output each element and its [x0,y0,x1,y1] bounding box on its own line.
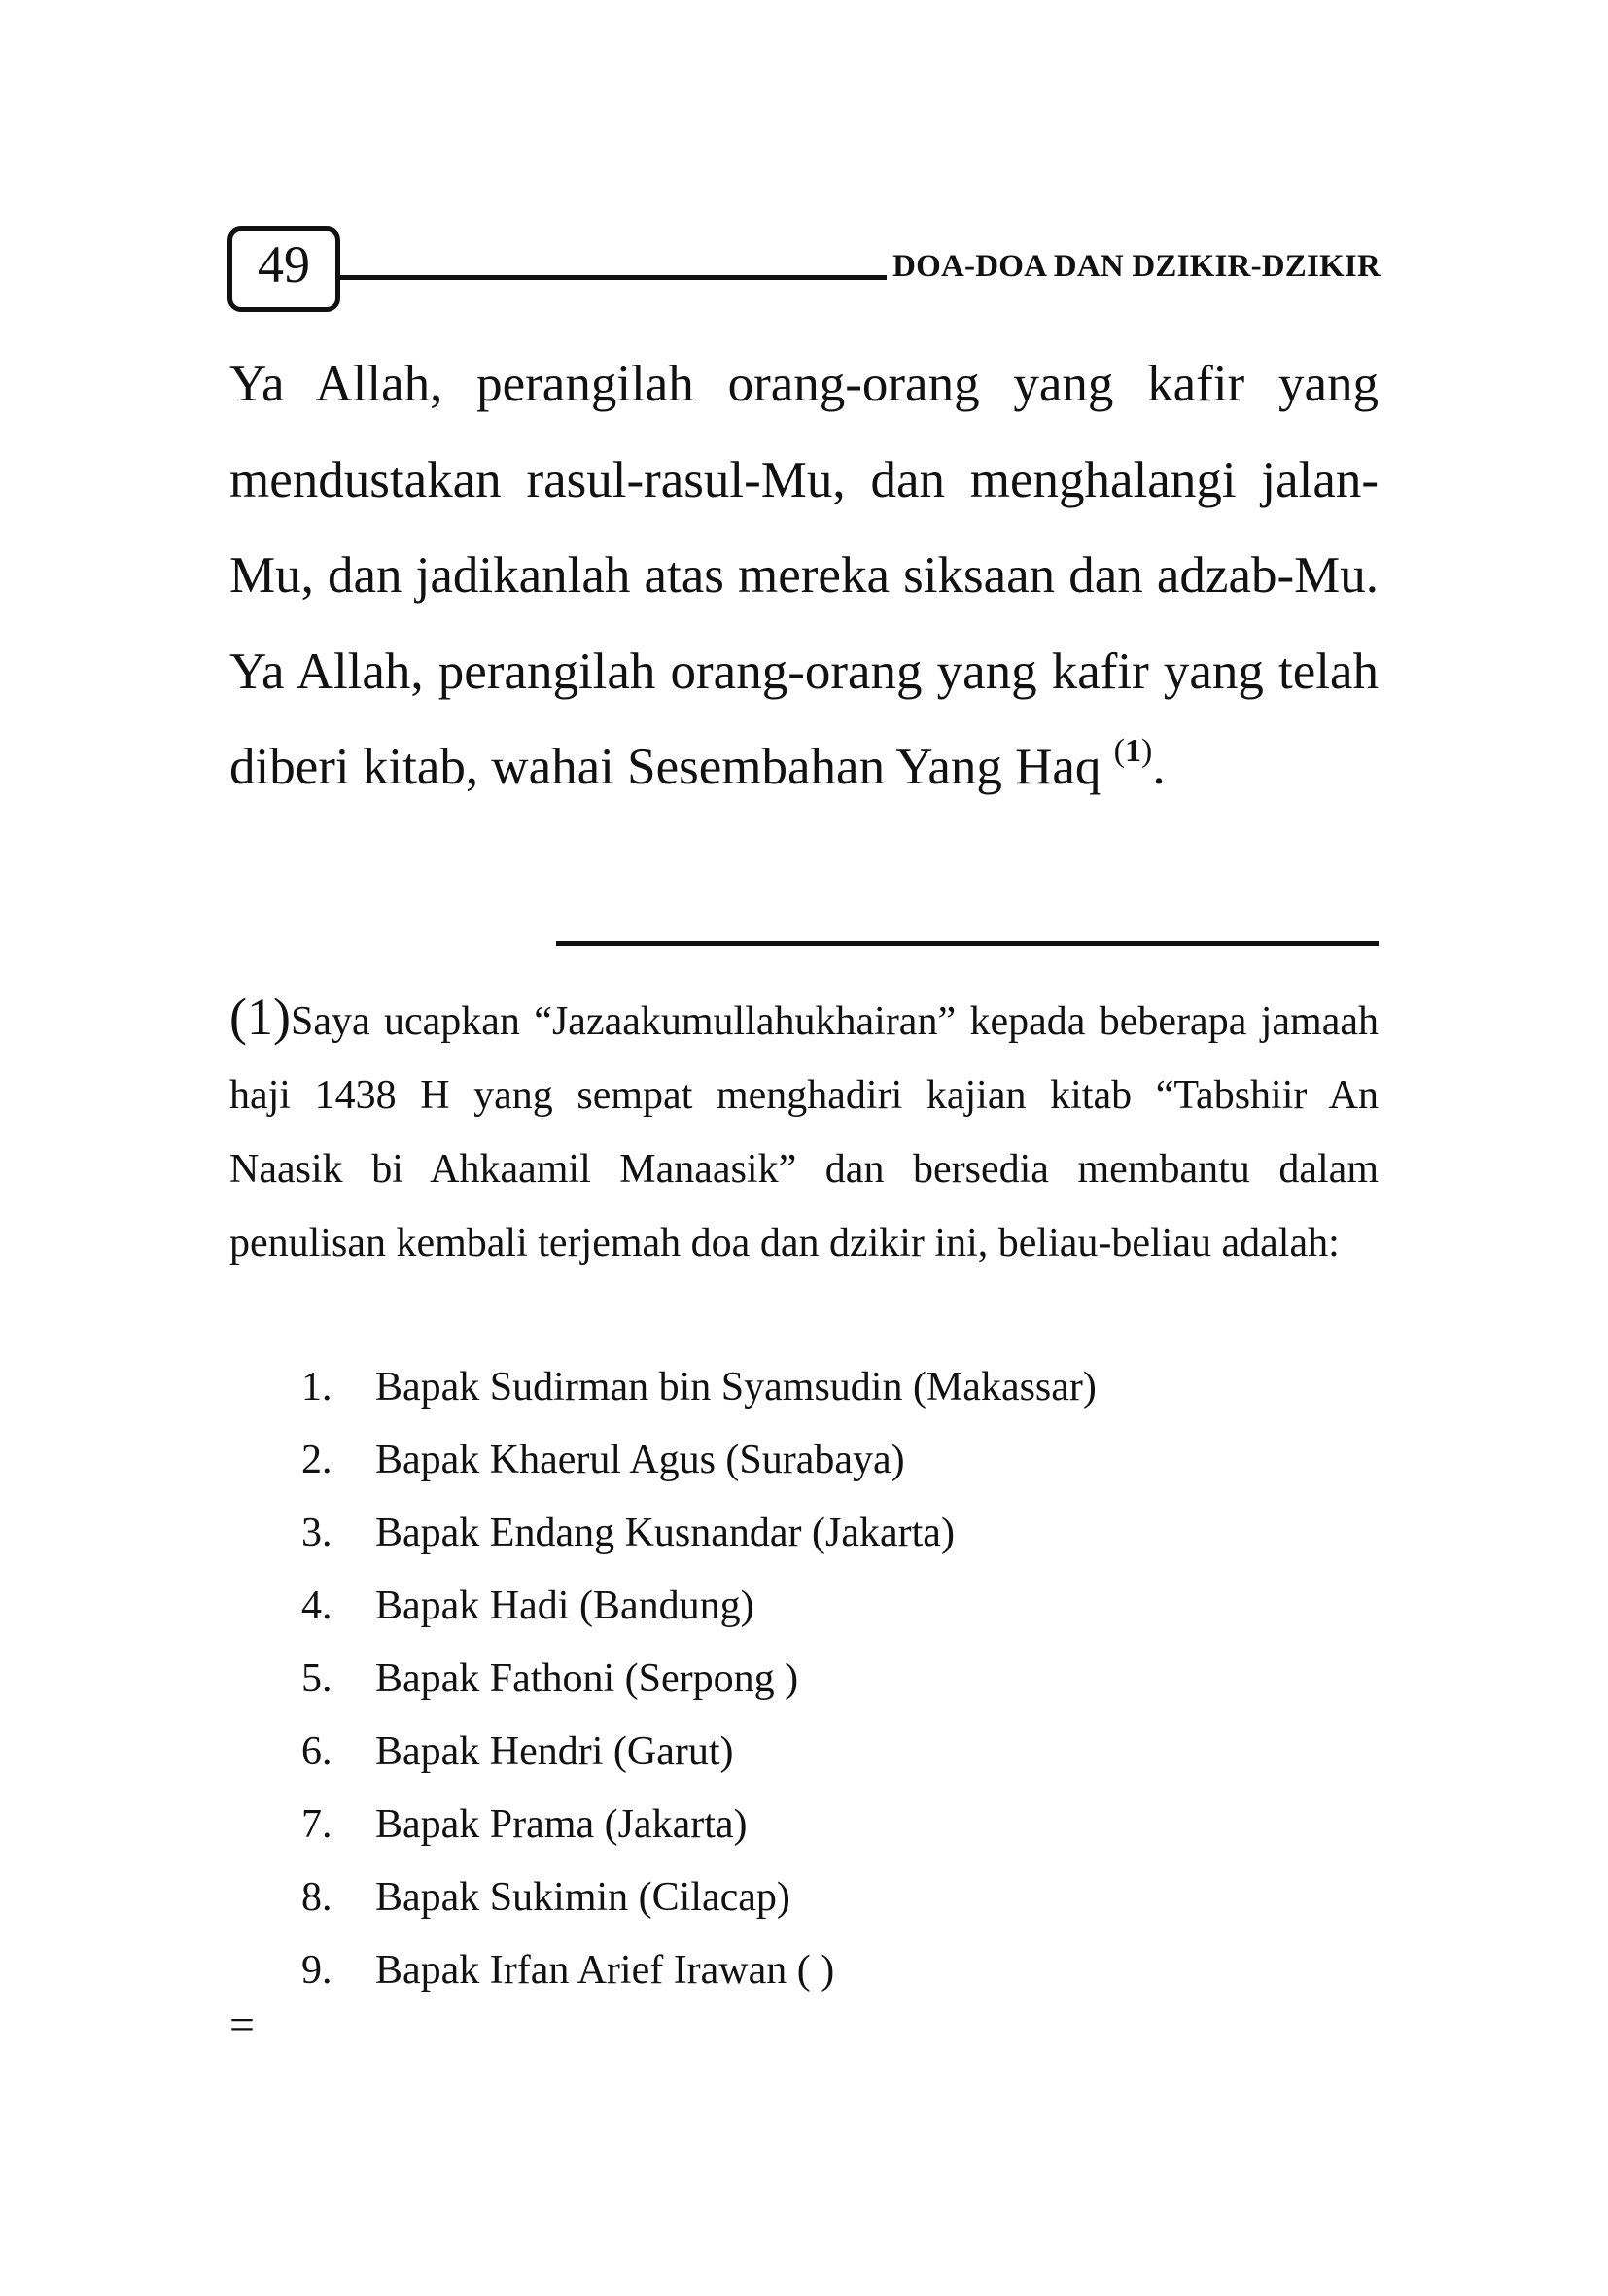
list-item [229,1643,1379,1716]
footnote-ref-number: 1 [1124,733,1141,770]
list-item-text: Bapak Fathoni (Serpong ) [375,1656,799,1701]
list-item [229,1351,1379,1424]
list-item [229,1934,1379,2007]
main-paragraph-text: Ya Allah, perangilah orang-orang yang kafir yang mendustakan rasul-rasul-Mu, dan menghalangi jalan-Mu, dan jadikanlah atas mereka siksaan dan adzab-Mu. Ya Allah, perangilah orang-orang yang kafir yang telah diberi kitab, wahai Sesembahan Yang Haq [229,356,1379,795]
list-item-text: Bapak Hendri (Garut) [375,1729,734,1774]
trailing-mark: = [229,2000,255,2049]
page-number-text: 49 [258,235,310,294]
list-item-text: Bapak Sudirman bin Syamsudin (Makassar) [375,1365,1097,1409]
list-item [229,1497,1379,1570]
list-item-text: Bapak Endang Kusnandar (Jakarta) [375,1511,955,1555]
footnote [229,980,1379,1280]
list-item [229,1424,1379,1497]
list-item-number: 3. [301,1511,332,1555]
list-item-number: 7. [301,1802,332,1847]
footnote-reference[interactable] [1114,733,1153,769]
footnote-text: Saya ucapkan “Jazaakumullahukhairan” kepada beberapa jamaah haji 1438 H yang sempat menghadiri kajian kitab “Tabshiir An Naasik bi Ahkaamil Manaasik” dan bersedia membantu dalam penulisan kembali terjemah doa dan dzikir ini, beliau-beliau adalah: [229,999,1379,1266]
list-item-text: Bapak Irfan Arief Irawan ( ) [375,1948,835,1993]
header-rule [340,275,887,280]
list-item [229,1716,1379,1789]
page-number [227,226,340,312]
list-item [229,1861,1379,1934]
list-item-text: Bapak Sukimin (Cilacap) [375,1875,790,1920]
footnote-ref-open: ( [1113,733,1125,770]
list-item-number: 1. [301,1365,332,1409]
paragraph-end-punct: . [1152,739,1166,795]
footnote-separator [556,941,1379,946]
helpers-list [229,1351,1379,2007]
main-paragraph [229,336,1379,816]
list-item-number: 4. [301,1583,332,1628]
footnote-ref-close: ) [1140,733,1153,770]
running-title: DOA-DOA DAN DZIKIR-DZIKIR [892,249,1381,284]
list-item [229,1789,1379,1861]
list-item-number: 5. [301,1656,332,1701]
footnote-marker: (1) [229,988,291,1046]
list-item-text: Bapak Hadi (Bandung) [375,1583,754,1628]
list-item-number: 9. [301,1948,332,1993]
list-item-number: 8. [301,1875,332,1920]
list-item-number: 2. [301,1438,332,1482]
list-item-text: Bapak Prama (Jakarta) [375,1802,748,1847]
list-item-text: Bapak Khaerul Agus (Surabaya) [375,1438,905,1482]
list-item-number: 6. [301,1729,332,1774]
list-item [229,1570,1379,1643]
